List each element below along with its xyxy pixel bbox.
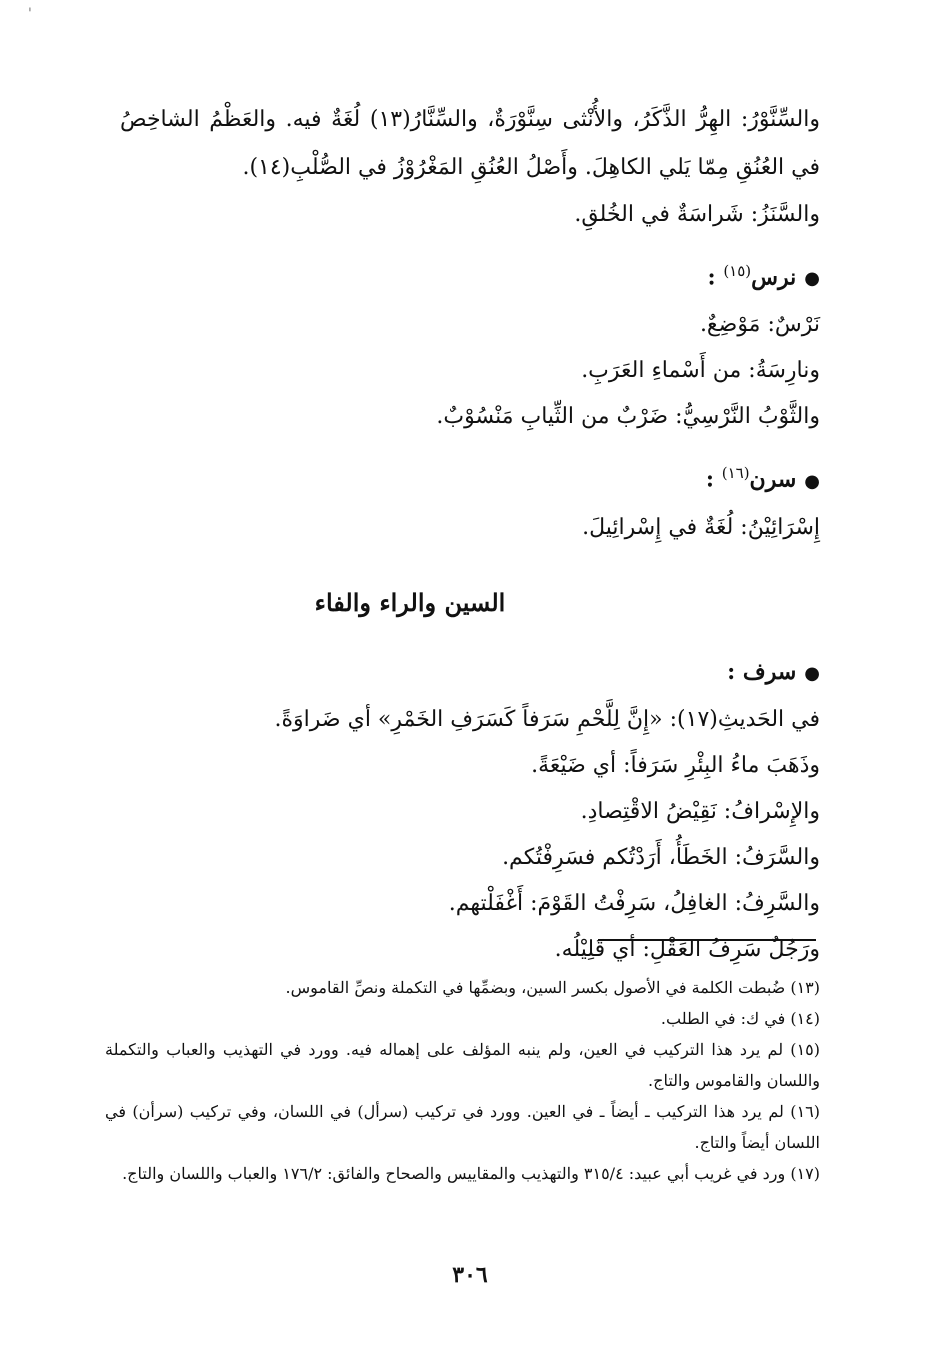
sannaz-line: والسَّنَزُ: شَراسَةٌ في الخُلقِ. <box>574 202 820 227</box>
section-title: السين والراء والفاء <box>314 587 506 617</box>
footnote-15: (١٥) لم يرد هذا التركيب في العين، ولم ينبه المؤلف على إهماله فيه. وورد في التهذيب والعباب والتكملة واللسان والقاموس والتاج. <box>105 1040 820 1090</box>
entry-line: والسَّرِفُ: الغافِلُ، سَرِفْتُ القَوْمَ: أَغْفَلْتهم. <box>448 890 820 916</box>
intro-paragraph: والسِّنَّوْرُ: الهِرُّ الذَّكَرُ، والأُنْثى سِنَّوْرَةٌ، والسِّنَّارُ(١٣) لُغَةٌ فيه. والعَظْمُ الشاخِصُ في العُنُقِ مِمّا يَلي الكاهِلَ. وأَصْلُ العُنُقِ المَغْرُوْزُ في الصُّلْبِ(١٤). <box>120 107 820 180</box>
entry-heading-sarf: ●سرف : <box>727 658 820 685</box>
corner-mark: ' <box>28 6 32 22</box>
footnote-mark: (١٥) <box>723 262 752 280</box>
page-number: ٣٠٦ <box>452 1262 488 1288</box>
entry-line: ورَجُلٌ سَرِفُ العَقْلِ: أي قَلِيْلُه. <box>554 936 820 962</box>
footnotes <box>105 972 820 1189</box>
main-text <box>120 96 820 973</box>
entry-root: سرن <box>749 466 797 493</box>
entry-root: سرف <box>742 658 797 685</box>
entry-heading-sarn: ●سرن$^{(١٦)}$ : <box>705 464 820 493</box>
entry-line: نَرْسٌ: مَوْضِعٌ. <box>699 312 820 338</box>
footnote-17: (١٧) ورد في غريب أبي عبيد: ٣١٥/٤ والتهذيب والمقاييس والصحاح والفائق: ١٧٦/٢ والعباب واللسان والتاج. <box>122 1164 820 1183</box>
footnote-mark: (١٦) <box>721 464 750 483</box>
footnote-16: (١٦) لم يرد هذا التركيب ـ أيضاً ـ في العين. وورد في تركيب (سرأل) في اللسان، وفي تركيب (سرأن) في اللسان أيضاً والتاج. <box>105 1102 820 1152</box>
footnote-13: (١٣) ضُبطت الكلمة في الأصول بكسر السين، وبضمِّها في التكملة ونصِّ القاموس. <box>285 978 820 997</box>
bullet-icon: ● <box>804 662 820 684</box>
entry-line: والسَّرَفُ: الخَطَأُ، أَرَدْتُكم فسَرِفْتُكم. <box>502 844 820 870</box>
bullet-icon: ● <box>804 470 820 492</box>
footnote-divider <box>598 939 816 941</box>
entry-line: والإِسْرافُ: نَقِيْضُ الاقْتِصادِ. <box>580 798 820 824</box>
entry-line: إِسْرَائِيْنُ: لُغَةٌ في إِسْرائِيلَ. <box>582 514 820 540</box>
footnote-14: (١٤) في ك: في الطلب. <box>660 1009 820 1028</box>
entry-root: نرس <box>751 264 797 291</box>
entry-line: والثَّوْبُ النَّرْسِيُّ: ضَرْبٌ من الثِّيابِ مَنْسُوْبٌ. <box>436 404 820 430</box>
bullet-icon: ● <box>804 268 820 290</box>
entry-line: في الحَديثِ(١٧): «إِنَّ لِلَّحْمِ سَرَفاً كَسَرَفِ الخَمْرِ» أي ضَراوَةً. <box>274 706 820 732</box>
entry-line: ونارِسَةُ: من أَسْماءِ العَرَبِ. <box>581 358 820 384</box>
entry-line: وذَهَبَ ماءُ البِئْرِ سَرَفاً: أي ضَيْعَةً. <box>531 752 820 778</box>
entry-heading-nars: ●نرس$^{(١٥)}$ : <box>707 262 820 291</box>
